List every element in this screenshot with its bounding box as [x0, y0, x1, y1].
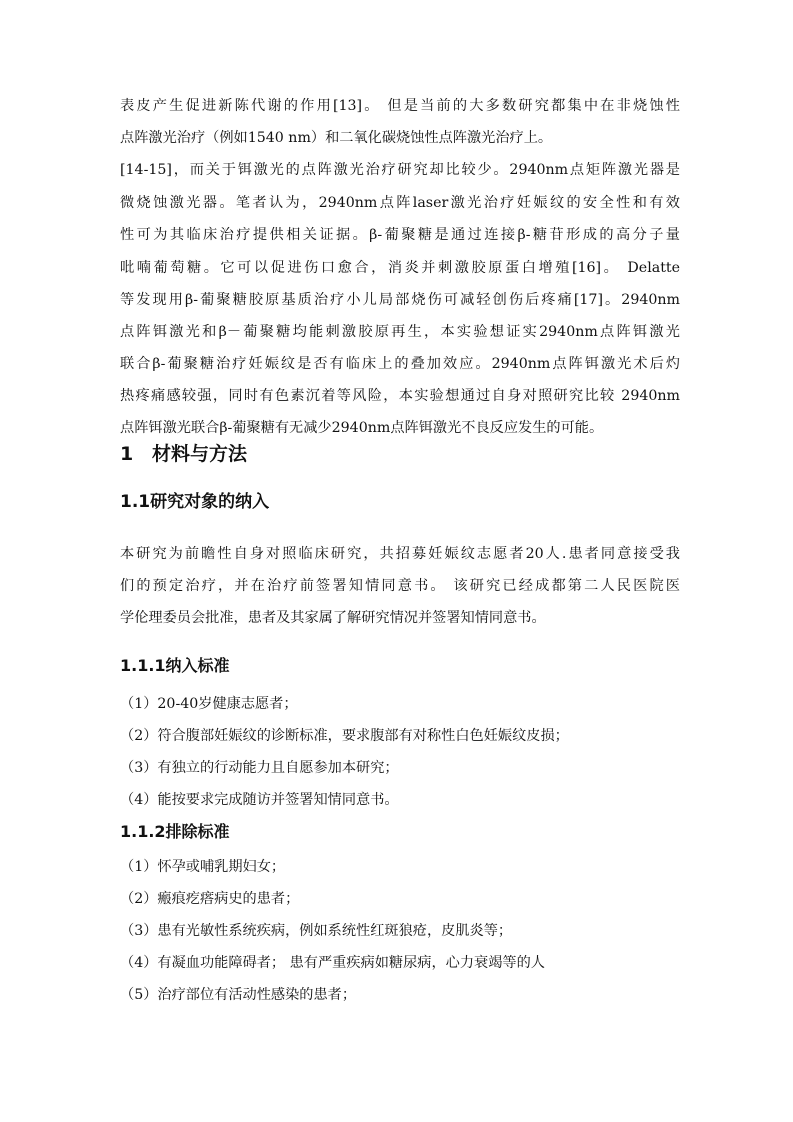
text-line: 学伦理委员会批准，患者及其家属了解研究情况并签署知情同意书。 — [120, 610, 546, 626]
text-line: 联合β-葡聚糖治疗妊娠纹是否有临床上的叠加效应。2940nm点阵铒激光术后灼 — [120, 356, 680, 372]
list-item: （3）有独立的行动能力且自愿参加本研究； — [120, 760, 399, 776]
text-line: 点阵铒激光和β－葡聚糖均能刺激胶原再生，本实验想证实2940nm点阵铒激光 — [120, 324, 680, 340]
list-item: （2）符合腹部妊娠纹的诊断标准，要求腹部有对称性白色妊娠纹皮损； — [120, 728, 569, 744]
text-line: 等发现用β-葡聚糖胶原基质治疗小儿局部烧伤可减轻创伤后疼痛[17]。2940nm — [120, 292, 680, 308]
text-line: [14-15]，而关于铒激光的点阵激光治疗研究却比较少。2940nm点矩阵激光器是 — [120, 162, 680, 178]
list-item: （2）瘢痕疙瘩病史的患者； — [120, 891, 300, 907]
section-title: 材料与方法 — [152, 443, 248, 465]
text-line: 热疼痛感较强，同时有色素沉着等风险，本实验想通过自身对照研究比较 2940nm — [120, 388, 680, 404]
subsubsection-heading: 1.1.2排除标准 — [120, 822, 230, 841]
section-number: 1 — [120, 443, 134, 465]
subsubsection-heading: 1.1.1纳入标准 — [120, 656, 230, 675]
list-item: （4）能按要求完成随访并签署知情同意书。 — [120, 792, 399, 808]
text-line: 们的预定治疗，并在治疗前签署知情同意书。 该研究已经成都第二人民医院医 — [120, 578, 680, 594]
text-line: 吡喃葡萄糖。它可以促进伤口愈合，消炎并刺激胶原蛋白增殖[16]。 Delatte — [120, 260, 680, 276]
list-item: （1）20-40岁健康志愿者； — [120, 696, 298, 712]
list-item: （3）患有光敏性系统疾病，例如系统性红斑狼疮，皮肌炎等； — [120, 923, 513, 939]
subsection-heading: 1.1研究对象的纳入 — [120, 492, 270, 512]
list-item: （1）怀孕或哺乳期妇女； — [120, 859, 286, 875]
list-item: （5）治疗部位有活动性感染的患者； — [120, 987, 357, 1003]
text-line: 微烧蚀激光器。笔者认为，2940nm点阵laser激光治疗妊娠纹的安全性和有效 — [120, 195, 680, 211]
section-heading — [120, 441, 247, 467]
text-line: 本研究为前瞻性自身对照临床研究，共招募妊娠纹志愿者20人.患者同意接受我 — [120, 546, 680, 562]
list-item: （4）有凝血功能障碍者； 患有严重疾病如糖尿病，心力衰竭等的人 — [120, 955, 545, 971]
text-line: 点阵激光治疗（例如1540 nm）和二氧化碳烧蚀性点阵激光治疗上。 — [120, 130, 553, 146]
text-line: 性可为其临床治疗提供相关证据。β-葡聚糖是通过连接β-糖苷形成的高分子量 — [120, 227, 680, 243]
text-line: 表皮产生促进新陈代谢的作用[13]。 但是当前的大多数研究都集中在非烧蚀性 — [120, 98, 680, 114]
text-line: 点阵铒激光联合β-葡聚糖有无减少2940nm点阵铒激光不良反应发生的可能。 — [120, 420, 604, 436]
